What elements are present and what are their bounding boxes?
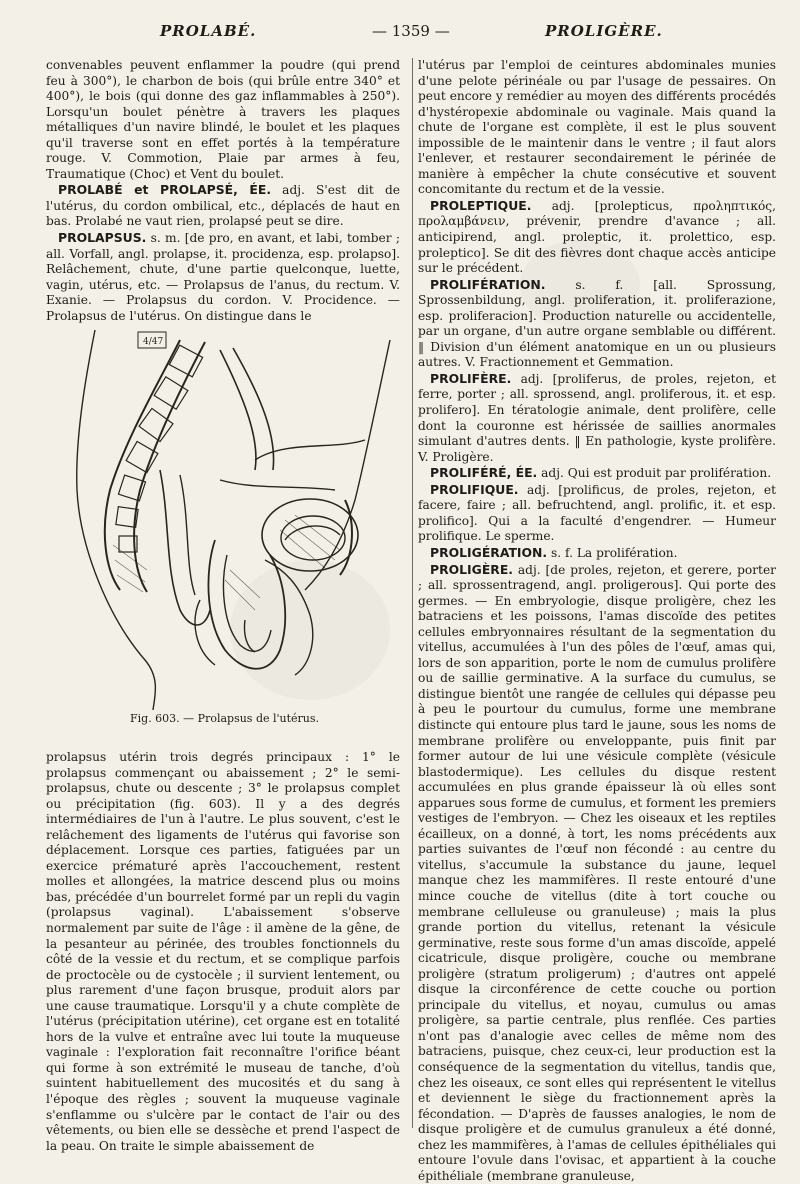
headword: PROLIFÈRE. (430, 371, 511, 386)
entry-text: adj. [prolepticus, προληπτικός, προλαμβάνειν, prévenir, prendre d'avance ; all. anticipirend, angl. proleptic, it. prolettico, esp. proleptico]. Se dit des fièvres dont chaque accès anticipe sur le précédent. (418, 199, 776, 275)
left-column-bottom (46, 750, 400, 1154)
running-head-left: PROLABÉ. (160, 22, 256, 40)
headword: PROLIFIQUE. (430, 482, 519, 497)
figure-caption: Fig. 603. — Prolapsus de l'utérus. (130, 712, 319, 725)
entry-proliferation (418, 277, 776, 371)
entry-text: adj. S'est dit de l'utérus, du cordon ombilical, etc., déplacés de haut en bas. Prolabé ne vaut rien, prolapsé peut se dire. (46, 183, 400, 228)
headword: PROLEPTIQUE. (430, 198, 531, 213)
entry-proligere (418, 562, 776, 1184)
paragraph: l'utérus par l'emploi de ceintures abdominales munies d'une pelote périnéale ou par l'usage de pessaires. On peut encore y remédier au moyen des différents procédés d'hystéropexie abdominale ou vaginale. Mais quand la chute de l'organe est complète, il est le plus souvent impossible de le maintenir dans le ventre ; il faut alors l'enlever, et restaurer secondairement le périnée de manière à empêcher la chute consécutive et souvent concomitante du rectum et de la vessie. (418, 58, 776, 198)
headword: PROLIGÈRE. (430, 562, 513, 577)
entry-text: s. f. [all. Sprossung, Sprossenbildung, angl. proliferation, it. proliferazione, esp. proliferacion]. Production naturelle ou accidentelle, par un organe, d'un autre organe semblable ou différent. ‖ Division d'un élément anatomique en un ou plusieurs autres. V. Fractionnement et Gemmation. (418, 278, 776, 370)
entry-text: adj. [prolificus, de proles, rejeton, et facere, faire ; all. befruchtend, angl. prolific, it. et esp. prolifico]. Qui a la faculté d'engendrer. — Humeur prolifique. Le sperme. (418, 483, 776, 544)
column-divider (412, 58, 413, 1128)
headword: PROLIFÉRÉ, ÉE. (430, 465, 537, 480)
headword: PROLAPSUS. (58, 230, 146, 245)
entry-proligeration (418, 545, 776, 562)
running-head-right: PROLIGÈRE. (545, 22, 663, 40)
entry-prolifere-ee (418, 465, 776, 482)
page-number: — 1359 — (372, 22, 450, 40)
paragraph: prolapsus utérin trois degrés principaux : 1° le prolapsus commençant ou abaissement ; 2° le semi-prolapsus, chute ou descente ; 3° le prolapsus complet ou précipitation (fig. 603). Il y a des degrés intermédiaires de l'un à l'autre. Le plus souvent, c'est le relâchement des ligaments de l'utérus qui favorise son déplacement. Lorsque ces parties, fatiguées par un exercice prématuré après l'accouchement, restent molles et allongées, la matrice descend plus ou moins bas, précédée d'un bourrelet formé par un repli du vagin (prolapsus vaginal). L'abaissement s'observe normalement par suite de l'âge : il amène de la gêne, de la pesanteur au périnée, des troubles fonctionnels du côté de la vessie et du rectum, et se complique parfois de proctocèle ou de cystocèle ; il survient lentement, ou plus rarement d'une façon brusque, produit alors par une cause traumatique. Lorsqu'il y a chute complète de l'utérus (précipitation utérine), cet organe est en totalité hors de la vulve et entraîne avec lui toute la muqueuse vaginale : l'exploration fait reconnaître l'orifice béant qui forme à son extrémité le museau de tanche, d'où suintent habituellement des mucosités et du sang à l'époque des règles ; souvent la muqueuse vaginale s'enflamme ou s'ulcère par le contact de l'air ou des vêtements, ou bien elle se dessèche et prend l'aspect de la peau. On traite le simple abaissement de (46, 750, 400, 1154)
entry-prolabe (46, 182, 400, 230)
figure-tag: 4/47 (143, 337, 163, 347)
entry-text: adj. [proliferus, de proles, rejeton, et ferre, porter ; all. sprossend, angl. proliferous, it. et esp. prolifero]. En tératologie animale, dent prolifère, celle dont la couronne est hérissée de saillies anormales simulant d'autres dents. ‖ En pathologie, kyste prolifère. V. Proligère. (418, 372, 776, 464)
headword: PROLABÉ et PROLAPSÉ, ÉE. (58, 182, 271, 197)
entry-prolapsus (46, 230, 400, 324)
right-column (418, 58, 776, 1184)
entry-prolifique (418, 482, 776, 545)
anatomical-illustration (55, 320, 400, 710)
entry-prolifere (418, 371, 776, 465)
entry-text: adj. [de proles, rejeton, et gerere, porter ; all. sprossentragend, angl. proligerous]. Qui porte des germes. — En embryologie, disque proligère, chez les batraciens et les poissons, l'amas discoïde des petites cellules embryonnaires résultant de la segmentation du vitellus, accumulées à l'un des pôles de l'œuf, amas qui, lors de son apparition, porte le nom de cumulus prolifère ou de saillie germinative. A la surface du cumulus, se distingue bientôt une rangée de cellules qui dépasse peu à peu le pourtour du cumulus, forme une membrane distincte qui entoure plus tard le jaune, sous les noms de membrane prolifère ou enveloppante, puis finit par former autour de lui une vésicule complète (vésicule blastodermique). Les cellules du disque restent accumulées en plus grande épaisseur là où elles sont apparues sous forme de cumulus, et forment les premiers vestiges de l'embryon. — Chez les oiseaux et les reptiles écailleux, on a donné, à tort, les noms précédents aux parties suivantes de l'œuf non fécondé : au centre du vitellus, s'accumule la substance du jaune, lequel manque chez les mammifères. Il reste entouré d'une mince couche de vitellus (dite à tort couche ou membrane celluleuse ou granuleuse) ; mais la plus grande portion du vitellus, retenant la vésicule germinative, reste sous forme d'un amas discoïde, appelé cicatricule, disque proligère, couche ou membrane proligère (stratum proligerum) ; d'autres ont appelé disque la circonférence de cette couche ou portion principale du vitellus, et noyau, cumulus ou amas proligère, sa partie centrale, plus renflée. Ces parties n'ont pas d'analogie avec celles de même nom des batraciens, puisque, chez ceux-ci, leur production est la conséquence de la segmentation du vitellus, tandis que, chez les oiseaux, ce sont elles qui représentent le vitellus et deviennent le siège du fractionnement après la fécondation. — D'après de fausses analogies, le nom de disque proligère et de cumulus granuleux a été donné, chez les mammifères, à l'amas de cellules épithéliales qui entoure l'ovule dans l'ovisac, et appartient à la couche épithéliale (membrane granuleuse, (418, 563, 776, 1183)
body-contour-right (305, 340, 390, 590)
entry-proleptique (418, 198, 776, 277)
paragraph: convenables peuvent enflammer la poudre (qui prend feu à 300°), le charbon de bois (qui brûle entre 340° et 400°), le bois (qui donne des gaz inflammables à 250°). Lorsqu'un boulet pénètre à travers les plaques métalliques d'un navire blindé, le boulet et les plaques qu'il traverse sont en effet portés à la température rouge. V. Commotion, Plaie par armes à feu, Traumatique (Choc) et Vent du boulet. (46, 58, 400, 182)
entry-text: s. m. [de pro, en avant, et labi, tomber ; all. Vorfall, angl. prolapse, it. procidenza, esp. prolapso]. Relâchement, chute, d'une partie quelconque, luette, vagin, utérus, etc. — Prolapsus de l'anus, du rectum. V. Exanie. — Prolapsus du cordon. V. Procidence. — Prolapsus de l'utérus. On distingue dans le (46, 231, 400, 323)
left-column-top (46, 58, 400, 324)
headword: PROLIFÉRATION. (430, 277, 545, 292)
entry-text: adj. Qui est produit par prolifération. (537, 466, 771, 480)
entry-text: s. f. La prolifération. (547, 546, 677, 560)
headword: PROLIGÉRATION. (430, 545, 547, 560)
